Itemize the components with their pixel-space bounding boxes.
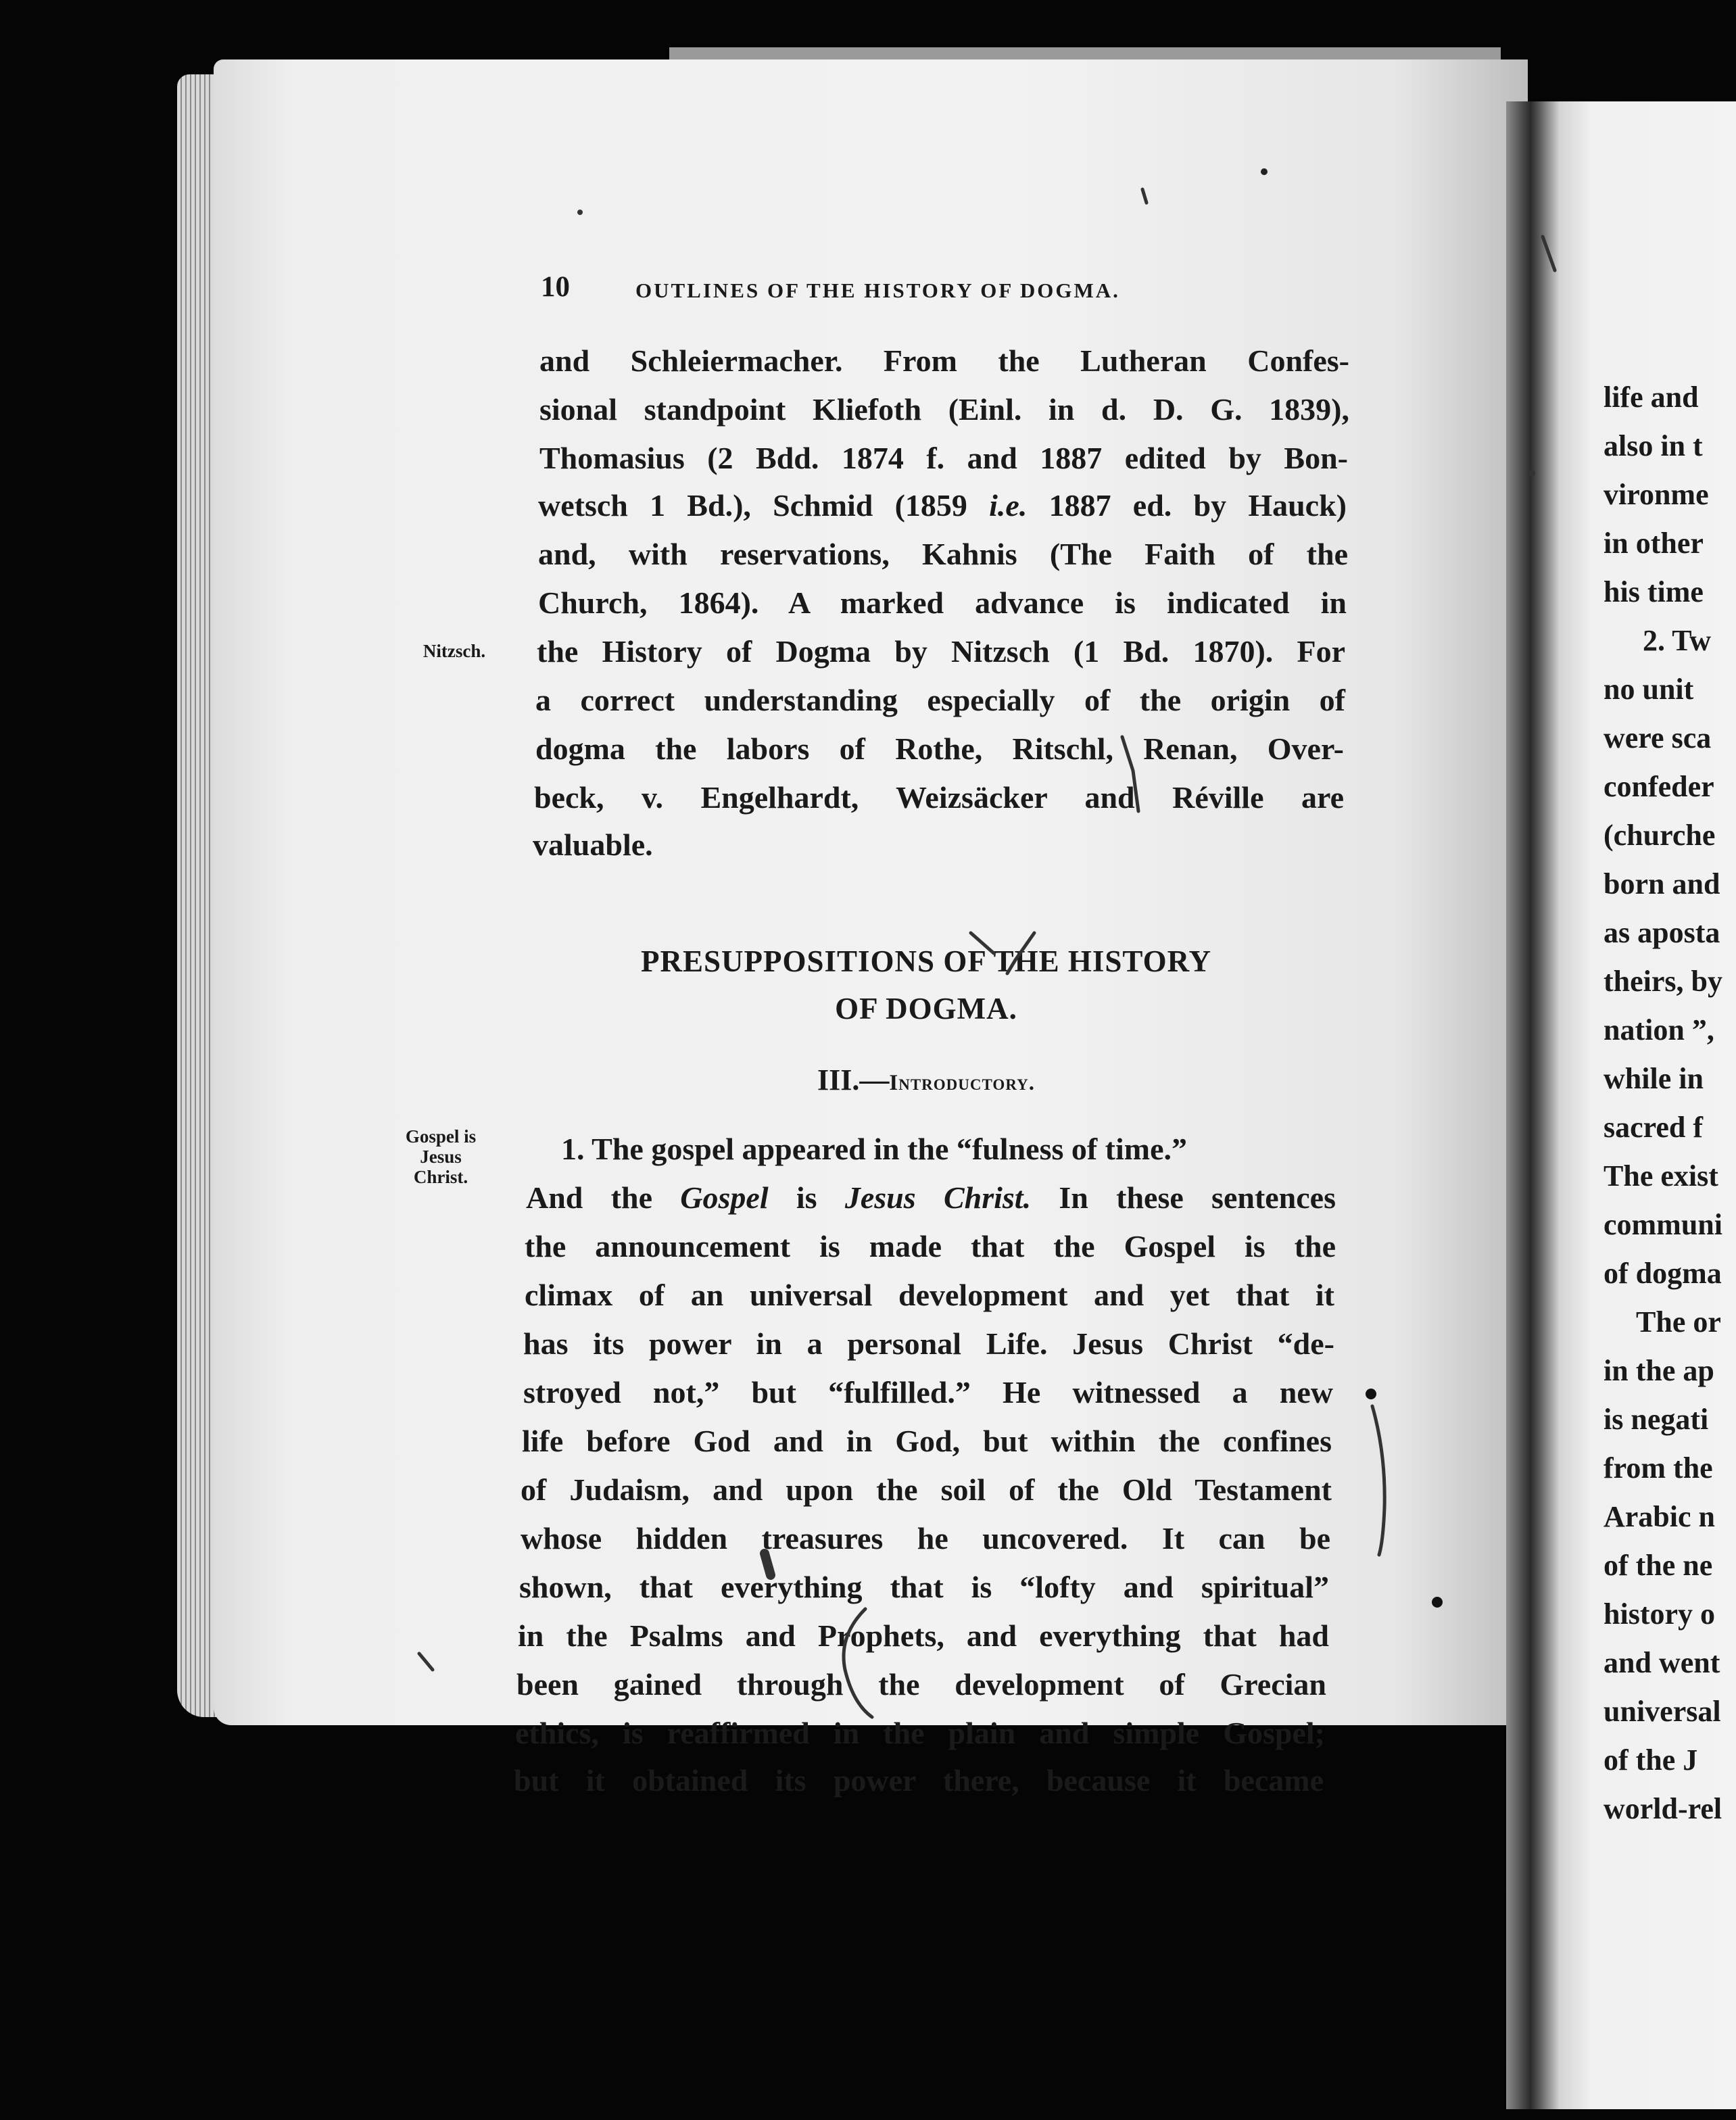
text-line: ethics, is reaffirmed in the plain and simple Gospel; — [515, 1716, 1325, 1750]
text-line: universal — [1604, 1695, 1721, 1728]
text-line: been gained through the development of Grecian — [516, 1667, 1326, 1702]
text-line: 1. The gospel appeared in the “fulness of time.” — [561, 1132, 1188, 1166]
text-line: Arabic n — [1604, 1500, 1715, 1533]
text-line: Church, 1864). A marked advance is indicated in — [538, 585, 1347, 620]
text-line: life before God and in God, but within the confines — [522, 1424, 1332, 1458]
text-line: the History of Dogma by Nitzsch (1 Bd. 1870). For — [537, 634, 1345, 669]
text-line: and, with reservations, Kahnis (The Faith of the — [538, 537, 1348, 571]
text-line: of dogma — [1604, 1257, 1722, 1290]
text-line: from the — [1604, 1451, 1713, 1485]
text-line: Thomasius (2 Bdd. 1874 f. and 1887 edited by Bon- — [539, 441, 1348, 475]
text-line: world-rel — [1604, 1792, 1722, 1825]
subheading-title: Introductory. — [889, 1071, 1035, 1095]
text-line: The or — [1636, 1305, 1721, 1339]
text-line: of the J — [1604, 1743, 1698, 1777]
text-line: is negati — [1604, 1403, 1709, 1436]
text-line: in the ap — [1604, 1354, 1714, 1387]
text-line: stroyed not,” but “fulfilled.” He witnessed a new — [523, 1375, 1333, 1410]
text-line: whose hidden treasures he uncovered. It can be — [521, 1521, 1330, 1556]
text-line: vironme — [1604, 478, 1709, 511]
text-line: dogma the labors of Rothe, Ritschl, Renan, Over- — [535, 731, 1344, 766]
text-line: communi — [1604, 1208, 1722, 1241]
text-line: has its power in a personal Life. Jesus Christ “de- — [523, 1326, 1334, 1361]
text-line: shown, that everything that is “lofty and spiritual” — [519, 1570, 1329, 1604]
text-line: as aposta — [1604, 916, 1720, 949]
text-line: wetsch 1 Bd.), Schmid (1859 i.e. 1887 ed. by Hauck) — [538, 488, 1347, 523]
text-line: in the Psalms and Prophets, and everything that had — [518, 1618, 1329, 1653]
margin-note-nitzsch: Nitzsch. — [423, 641, 486, 661]
text-line: a correct understanding especially of the origin of — [535, 683, 1345, 717]
text-line: were sca — [1604, 721, 1712, 754]
text-line: history o — [1604, 1597, 1715, 1631]
text-line: sacred f — [1604, 1111, 1704, 1144]
running-head-title: OUTLINES OF THE HISTORY OF DOGMA. — [635, 279, 1120, 302]
text-line: no unit — [1604, 673, 1694, 706]
text-line: 2. Tw — [1643, 624, 1712, 657]
text-line: valuable. — [533, 827, 653, 862]
text-line: while in — [1604, 1062, 1704, 1095]
text-line: and went — [1604, 1646, 1720, 1679]
text-line: in other — [1604, 527, 1704, 560]
text-line: theirs, by — [1604, 965, 1722, 998]
text-line: his time — [1604, 575, 1704, 608]
text-line: of Judaism, and upon the soil of the Old Testament — [521, 1472, 1332, 1507]
text-line: beck, v. Engelhardt, Weizsäcker and Réville are — [534, 780, 1344, 815]
section-heading-line-2: OF DOGMA. — [835, 992, 1017, 1026]
text-line: life and — [1604, 381, 1699, 414]
text-line: born and — [1604, 867, 1720, 900]
text-line: The exist — [1604, 1159, 1718, 1192]
photographed-book-spread: 10 OUTLINES OF THE HISTORY OF DOGMA. and Schleiermacher. From the Lutheran Confes- sional standpoint Kliefoth (Einl. in d. D. G. 1839), Thomasius (2 Bdd. 1874 f. and 1887 edited by Bon- wetsch 1 Bd.), Schmid (1859 i.e. 1887 ed. by Hauck) and, with reservations, Kahnis (The Faith of the Church, 1864). A marked advance is indicated in the History of Dogma by Nitzsch (1 Bd. 1870). For a correct understanding especially of the origin of dogma the labors of Rothe, Ritschl, Renan, Over- beck, v. Engelhardt, Weizsäcker and Réville are valuable. Nitzsch. PRESUPPOSITIONS OF THE HISTORY OF DOGMA. III.—Introductory. Gospel is Jesus Christ. 1. The gospel appeared in the “fulness of time.” And the Gospel is Jesus Christ. In these sentences the announcement is made that the Gospel is the climax of an universal development and yet that it has its power in a personal Life. Jesus Christ “de- stroyed not,” but “fulfilled.” He witnessed a new life before God and in God, but within the confines of Judaism, and upon the soil of the Old Testament whose hidden treasures he uncovered. It can be shown, that everything that is “lofty and spiritual” in the Psalms and Prophets, and everything that had been gained through the development of Grecian ethics, is reaffirmed in the plain and simple Gospel; but it obtained its power there, because it became life and also in t vironme in other his time 2. Tw no unit were sca confeder (churche born and as aposta theirs, by nation ”, while in sacred f The exist communi of dogma The or in the ap is negati from the Arabic n of the ne history o and went universal of the J world-rel — [0, 0, 1736, 2120]
text-line: nation ”, — [1604, 1013, 1714, 1046]
text-line: and Schleiermacher. From the Lutheran Confes- — [539, 343, 1349, 378]
text-line: also in t — [1604, 429, 1703, 462]
text-line: confeder — [1604, 770, 1714, 803]
page-number: 10 — [541, 271, 570, 303]
text-line: but it obtained its power there, because it became — [514, 1763, 1324, 1798]
text-line: sional standpoint Kliefoth (Einl. in d. D. G. 1839), — [539, 392, 1349, 427]
subheading-numeral: III.— — [817, 1063, 890, 1097]
section-heading: PRESUPPOSITIONS OF THE HISTORY — [640, 944, 1212, 978]
text-line: of the ne — [1604, 1549, 1713, 1582]
text-line: (churche — [1604, 819, 1716, 852]
text-line: And the Gospel is Jesus Christ. In these sentences — [526, 1180, 1336, 1215]
text-line: climax of an universal development and yet that it — [525, 1278, 1334, 1312]
text-line: the announcement is made that the Gospel is the — [525, 1229, 1336, 1263]
